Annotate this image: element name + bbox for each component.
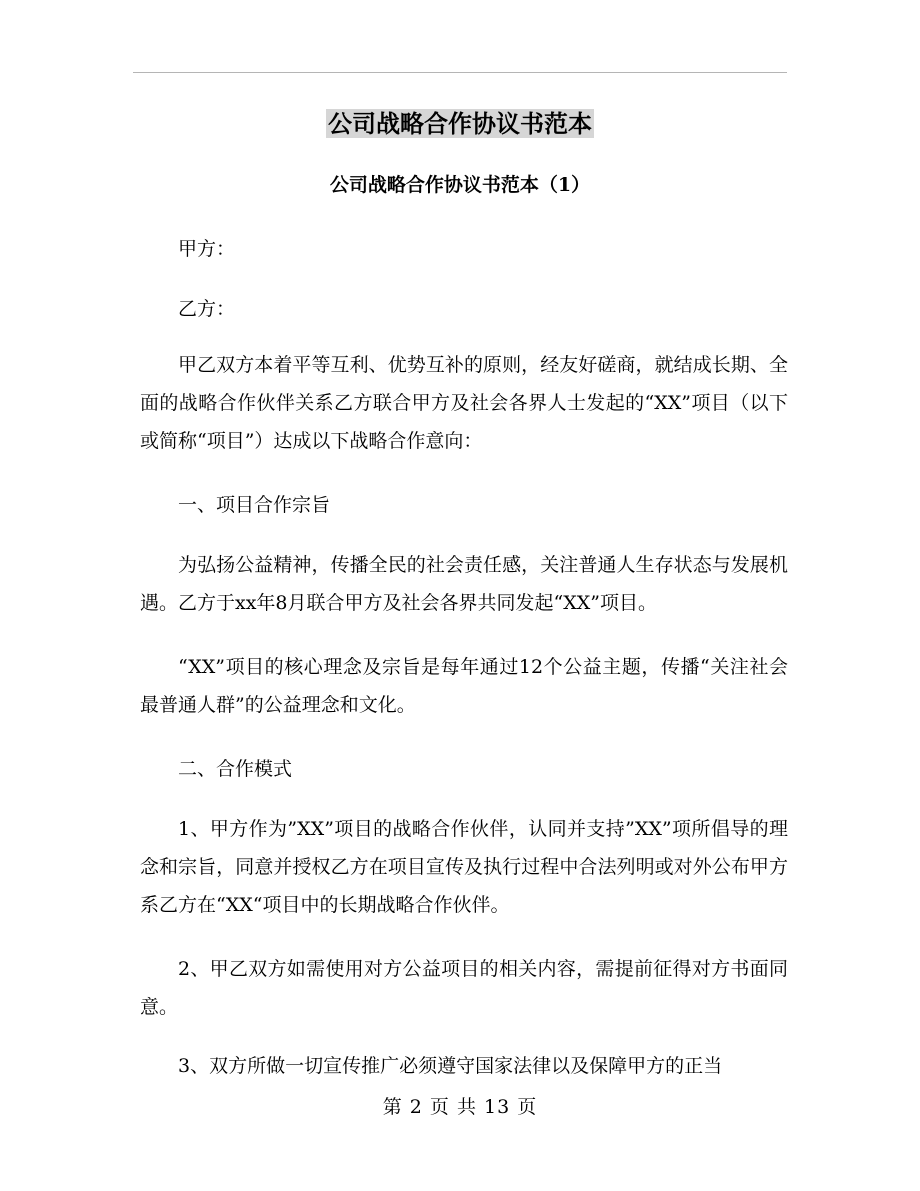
purpose-paragraph: 为弘扬公益精神，传播全民的社会责任感，关注普通人生存状态与发展机遇。乙方于xx年8月联合甲方及社会各界共同发起“XX”项目。 xyxy=(140,554,788,614)
intro-paragraph: 甲乙双方本着平等互利、优势互补的原则，经友好磋商，就结成长期、全面的战略合作伙伴关系乙方联合甲方及社会各界人士发起的“XX”项目（以下或简称“项目”）达成以下战略合作意向： xyxy=(140,354,788,452)
section-heading-purpose: 一、项目合作宗旨 xyxy=(178,494,331,516)
header-rule xyxy=(133,72,787,73)
clause-2: 2、甲乙双方如需使用对方公益项目的相关内容，需提前征得对方书面同意。 xyxy=(140,958,788,1018)
document-title xyxy=(0,106,920,142)
clause-1: 1、甲方作为”XX”项目的战略合作伙伴，认同并支持”XX”项所倡导的理念和宗旨，同意并授权乙方在项目宣传及执行过程中合法列明或对外公布甲方系乙方在“XX“项目中的长期战略合作伙伴。 xyxy=(140,818,788,916)
document-subtitle: 公司战略合作协议书范本（1） xyxy=(329,174,591,196)
core-concept-paragraph: “XX”项目的核心理念及宗旨是每年通过12个公益主题，传播“关注社会最普通人群”的公益理念和文化。 xyxy=(140,656,788,716)
clause-3: 3、双方所做一切宣传推广必须遵守国家法律以及保障甲方的正当 xyxy=(178,1055,723,1077)
page-number: 第 2 页 共 13 页 xyxy=(382,1096,538,1118)
document-title-text: 公司战略合作协议书范本 xyxy=(328,109,592,138)
party-b-line: 乙方： xyxy=(178,298,236,320)
party-a-line: 甲方： xyxy=(178,238,236,260)
section-heading-mode: 二、合作模式 xyxy=(178,758,293,780)
